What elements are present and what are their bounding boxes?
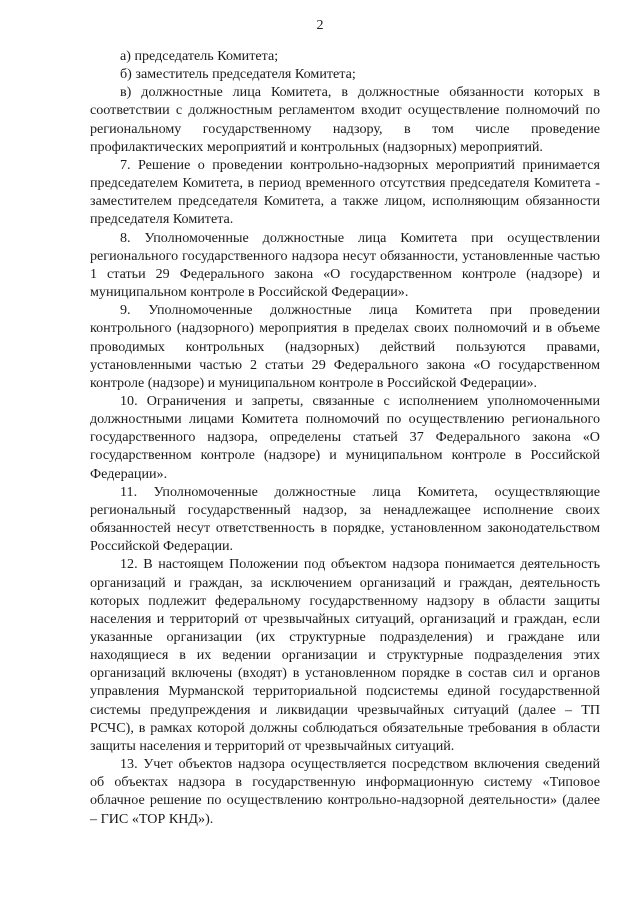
paragraph-11: 11. Уполномоченные должностные лица Комитета, осуществляющие региональный государственный надзор, за ненадлежащее исполнение своих обязанностей несут ответственность в порядке, установленном законодательством Российской Федерации. bbox=[90, 483, 600, 555]
page-number: 2 bbox=[316, 18, 324, 33]
paragraph-item-b: б) заместитель председателя Комитета; bbox=[120, 66, 356, 83]
paragraph-9: 9. Уполномоченные должностные лица Комитета при проведении контрольного (надзорного) мероприятия в пределах своих полномочий и в объеме проводимых контрольных (надзорных) действий пользуются правами, установленными частью 2 статьи 29 Федерального закона «О государственном контроле (надзоре) и муниципальном контроле в Российской Федерации». bbox=[90, 302, 600, 391]
paragraph-13: 13. Учет объектов надзора осуществляется посредством включения сведений об объектах надзора в государственную информационную систему «Типовое облачное решение по осуществлению контрольно-надзорной деятельности» (далее – ГИС «ТОР КНД»). bbox=[90, 756, 600, 827]
paragraph-12: 12. В настоящем Положении под объектом надзора понимается деятельность организаций и граждан, за исключением организаций и граждан, деятельность которых подлежит федеральному государственному надзору в области защиты населения и территорий от чрезвычайных ситуаций, организаций и граждан, если указанные организации (их структурные подразделения) и граждане или находящиеся в их ведении организации и структурные подразделения этих организаций включены (входят) в установленном порядке в состав сил и органов управления Мурманской территориальной подсистемы единой государственной системы предупреждения и ликвидации чрезвычайных ситуаций (далее – ТП РСЧС), в рамках которой должны соблюдаться обязательные требования в области защиты населения и территорий от чрезвычайных ситуаций. bbox=[90, 556, 600, 754]
paragraph-7: 7. Решение о проведении контрольно-надзорных мероприятий принимается председателем Комитета, в период временного отсутствия председателя Комитета - заместителем председателя Комитета, а также лицом, исполняющим обязанности председателя Комитета. bbox=[90, 156, 600, 228]
paragraph-8: 8. Уполномоченные должностные лица Комитета при осуществлении регионального государственного надзора несут обязанности, установленные частью 1 статьи 29 Федерального закона «О государственном контроле (надзоре) и муниципальном контроле в Российской Федерации». bbox=[90, 229, 600, 301]
paragraph-item-a: а) председатель Комитета; bbox=[120, 48, 279, 64]
document-body bbox=[90, 47, 600, 828]
paragraph-item-v: в) должностные лица Комитета, в должностные обязанности которых в соответствии с должностным регламентом входит осуществление полномочий по региональному государственному надзору, в том числе проведение профилактических мероприятий и контрольных (надзорных) мероприятий. bbox=[90, 84, 600, 155]
paragraph-10: 10. Ограничения и запреты, связанные с исполнением уполномоченными должностными лицами Комитета полномочий по осуществлению регионального государственного надзора, определены статьей 37 Федерального закона «О государственном контроле (надзоре) и муниципальном контроле в Российской Федерации». bbox=[90, 392, 600, 482]
